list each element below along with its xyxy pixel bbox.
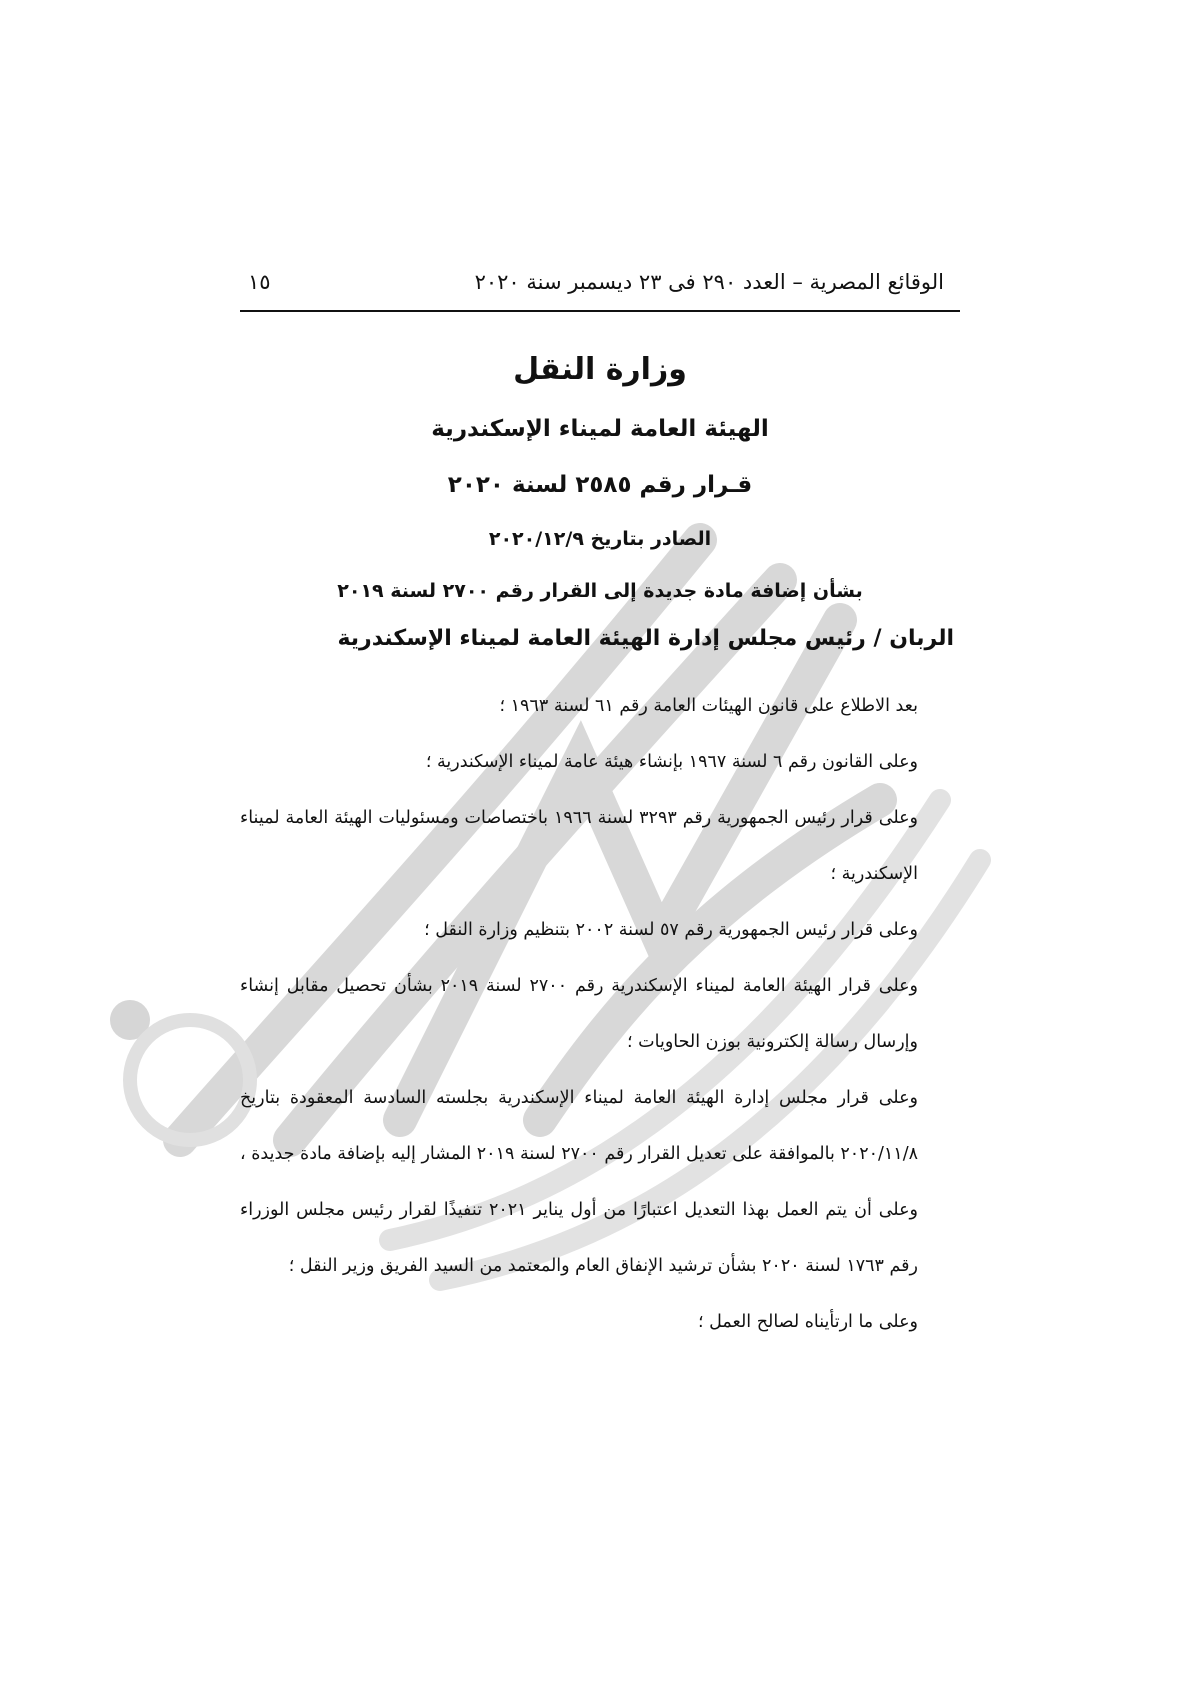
decree-subject: بشأن إضافة مادة جديدة إلى القرار رقم ٢٧٠٠ لسنة ٢٠١٩ (337, 580, 863, 602)
gazette-page (240, 270, 960, 1350)
paragraph: بعد الاطلاع على قانون الهيئات العامة رقم ٦١ لسنة ١٩٦٣ ؛ (499, 696, 918, 716)
header-rule (240, 310, 960, 312)
running-title: الوقائع المصرية – العدد ٢٩٠ فى ٢٣ ديسمبر سنة ٢٠٢٠ (474, 270, 944, 294)
decree-title: قـرار رقم ٢٥٨٥ لسنة ٢٠٢٠ (447, 472, 753, 498)
paragraph: وعلى القانون رقم ٦ لسنة ١٩٦٧ بإنشاء هيئة عامة لميناء الإسكندرية ؛ (425, 752, 918, 772)
paragraph: وعلى قرار مجلس إدارة الهيئة العامة لميناء الإسكندرية بجلسته السادسة المعقودة بتاريخ ٢٠٢٠/١١/٨ بالموافقة على تعديل القرار رقم ٢٧٠٠ لسنة ٢٠١٩ المشار إليه بإضافة مادة جديدة ، وعلى أن يتم العمل بهذا التعديل اعتبارًا من أول يناير ٢٠٢١ تنفيذًا لقرار رئيس مجلس الوزراء رقم ١٧٦٣ لسنة ٢٠٢٠ بشأن ترشيد الإنفاق العام والمعتمد من السيد الفريق وزير النقل ؛ (240, 1088, 918, 1276)
paragraph: وعلى قرار الهيئة العامة لميناء الإسكندرية رقم ٢٧٠٠ لسنة ٢٠١٩ بشأن تحصيل مقابل إنشاء وإرسال رسالة إلكترونية بوزن الحاويات ؛ (240, 976, 919, 1052)
paragraph: وعلى ما ارتأيناه لصالح العمل ؛ (698, 1312, 918, 1332)
paragraph: وعلى قرار رئيس الجمهورية رقم ٣٢٩٣ لسنة ١٩٦٦ باختصاصات ومسئوليات الهيئة العامة لميناء الإسكندرية ؛ (240, 808, 919, 884)
issue-date: الصادر بتاريخ ٢٠٢٠/١٢/٩ (488, 528, 712, 550)
paragraph: وعلى قرار رئيس الجمهورية رقم ٥٧ لسنة ٢٠٠٢ بتنظيم وزارة النقل ؛ (424, 920, 918, 940)
running-header (240, 270, 960, 310)
page-number: ١٥ (248, 270, 271, 294)
authority-title: الهيئة العامة لميناء الإسكندرية (431, 416, 769, 442)
decree-preamble (240, 678, 960, 1350)
chairman-line: الربان / رئيس مجلس إدارة الهيئة العامة لميناء الإسكندرية (337, 626, 954, 651)
ministry-title: وزارة النقل (513, 352, 687, 387)
